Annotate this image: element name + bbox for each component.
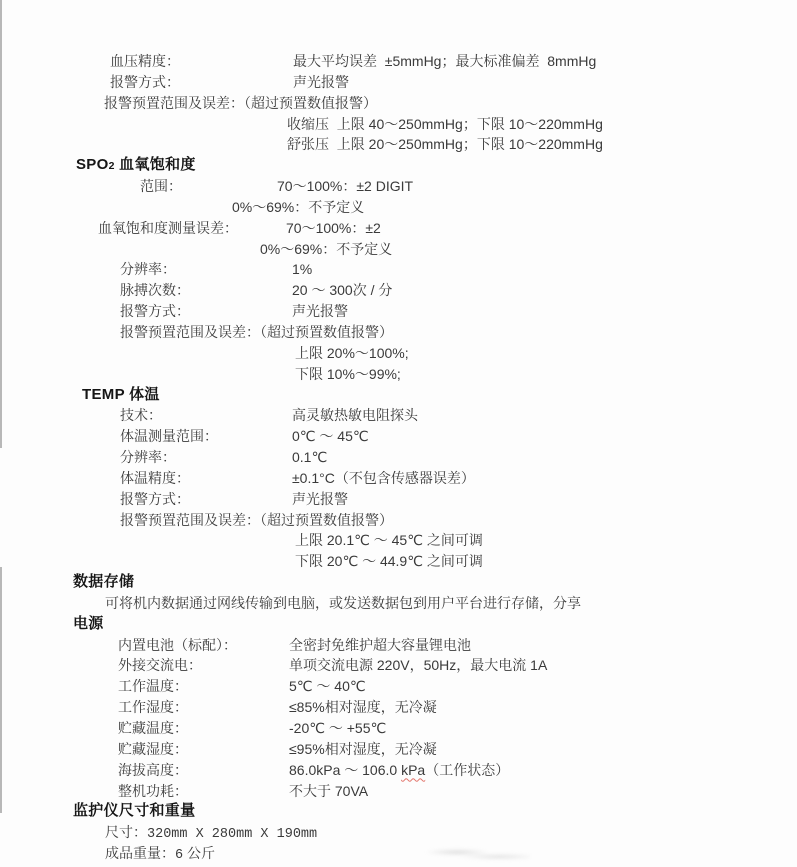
spec-text (295, 364, 401, 385)
text-part: ±0.1°C（不包含传感器误差） (292, 469, 475, 486)
text-part: ≤95%相对湿度，无冷凝 (289, 740, 437, 757)
text-part: 成品重量： (105, 845, 175, 862)
spec-value (286, 218, 381, 239)
spec-row (0, 218, 797, 239)
text-part: （工作状态） (425, 761, 510, 778)
spec-row (0, 447, 797, 468)
spec-label (120, 468, 190, 489)
spec-value (289, 635, 471, 656)
text-part: -20℃ ～ +55℃ (289, 720, 387, 736)
spec-label (118, 697, 188, 718)
spec-text (120, 322, 393, 343)
spec-value (292, 489, 348, 510)
text-part: 可将机内数据通过网线传输到电脑，或发送数据包到用户平台进行存储，分享 (105, 594, 581, 611)
spec-row (0, 280, 797, 301)
spec-value (293, 72, 349, 93)
text-part: 上限 20.1℃ ～ 45℃ 之间可调 (295, 532, 483, 549)
spec-row (0, 510, 797, 531)
text-part: 数据存储 (73, 573, 135, 591)
spec-row (0, 635, 797, 656)
spec-label (118, 760, 188, 781)
spec-text (287, 114, 603, 135)
text-part: 报警方式： (120, 490, 190, 507)
text-part: 血压精度： (110, 53, 180, 69)
text-part: 公斤 (183, 845, 215, 862)
spec-text (295, 551, 483, 572)
text-part: 技术： (120, 407, 162, 424)
text-part: 体温测量范围： (120, 428, 218, 445)
spec-row (0, 405, 797, 426)
text-part: 86.0kPa ～ 106.0 (289, 761, 402, 778)
spec-text (287, 134, 603, 155)
section-header (0, 614, 797, 635)
text-part: 报警预置范围及误差：（超过预置数值报警） (120, 323, 393, 340)
text-part: 外接交流电： (118, 657, 202, 674)
text-part: 血氧饱和度 (114, 156, 196, 174)
spec-label (120, 426, 218, 447)
text-part: 70～100%：±2 (286, 219, 381, 236)
text-part: 高灵敏热敏电阻探头 (292, 407, 418, 424)
spec-text (120, 510, 393, 531)
text-part: 范围： (140, 178, 182, 195)
spec-text (260, 239, 392, 260)
spec-row (0, 781, 797, 802)
text-part: 报警预置范围及误差：（超过预置数值报警） (120, 511, 393, 528)
text-part: 下限 20℃ ～ 44.9℃ 之间可调 (295, 553, 483, 570)
spec-text (295, 530, 483, 551)
section-title (76, 155, 196, 177)
spec-value (293, 51, 596, 72)
text-part: 70～100%：±2 DIGIT (277, 178, 414, 195)
text-part: 报警方式： (120, 303, 190, 320)
spec-row (0, 364, 797, 385)
spec-label (110, 51, 180, 72)
text-part: 不大于 70VA (289, 782, 369, 799)
text-part: 2 (108, 160, 115, 173)
spec-value (292, 447, 327, 468)
spec-row (0, 822, 797, 843)
spec-label (118, 635, 237, 656)
spec-row (0, 93, 797, 114)
spec-label (140, 176, 182, 197)
text-part: 下限 10%～99%; (295, 365, 401, 382)
text-part: 0.1℃ (292, 449, 328, 466)
spec-row (0, 72, 797, 93)
spec-label (118, 718, 188, 739)
section-title (82, 385, 160, 406)
spec-row (0, 468, 797, 489)
spellcheck-underlined-text: kPa (401, 761, 426, 778)
text-part: 尺寸： (105, 824, 147, 841)
text-part: 单项交流电源 220V，50Hz，最大电流 1A (289, 657, 548, 674)
spec-row (0, 239, 797, 260)
spec-value (289, 739, 437, 760)
spec-label (118, 655, 202, 676)
spec-row (0, 489, 797, 510)
spec-row (0, 343, 797, 364)
spec-row (0, 593, 797, 614)
spec-value (289, 781, 368, 802)
text-part: 工作湿度： (118, 699, 188, 716)
spec-value (289, 760, 509, 781)
spec-row (0, 718, 797, 739)
spec-row (0, 259, 797, 280)
text-part: 血氧饱和度测量误差： (98, 219, 238, 236)
text-part: 贮藏温度： (118, 720, 188, 736)
text-part: SPO (76, 156, 109, 174)
spec-label (120, 405, 162, 426)
spec-label (118, 676, 188, 697)
section-header (0, 572, 797, 593)
text-part: 上限 20%～100%; (295, 344, 409, 361)
text-part: 分辨率： (120, 261, 176, 278)
section-title (73, 614, 104, 635)
text-part: 0℃ ～ 45℃ (292, 428, 369, 445)
spec-value (277, 176, 413, 197)
spec-label (110, 72, 180, 93)
text-part: 监护仪尺寸和重量 (73, 802, 196, 820)
spec-label (118, 739, 188, 760)
spec-row (0, 197, 797, 218)
spec-value (292, 405, 418, 426)
scan-smudge-artifact (426, 845, 530, 863)
spec-row (0, 697, 797, 718)
spec-label (120, 447, 176, 468)
spec-value (292, 426, 369, 447)
spec-value (292, 259, 312, 280)
text-part: 0%～69%：不予定义 (232, 198, 365, 215)
text-part: 报警方式： (110, 73, 180, 90)
spec-label (120, 280, 190, 301)
spec-row (0, 51, 797, 72)
spec-value (292, 301, 348, 322)
text-part: 体温精度： (120, 469, 190, 486)
section-header (0, 385, 797, 406)
spec-value (292, 280, 392, 301)
text-part: 最大平均误差 ±5mmHg；最大标准偏差 8mmHg (293, 53, 597, 69)
spec-row (0, 322, 797, 343)
spec-value (292, 468, 475, 489)
text-part: 海拔高度： (118, 761, 188, 778)
text-part: 报警预置范围及误差：（超过预置数值报警） (104, 94, 377, 111)
spec-value (289, 718, 386, 739)
text-part: 全密封免维护超大容量锂电池 (289, 636, 471, 653)
spec-label (120, 301, 190, 322)
spec-value (289, 697, 437, 718)
section-header (0, 155, 797, 176)
spec-text (105, 593, 581, 614)
spec-value (289, 655, 547, 676)
spec-row (0, 655, 797, 676)
text-part: 内置电池（标配）： (118, 636, 237, 653)
text-part: TEMP 体温 (82, 385, 160, 403)
spec-text (232, 197, 364, 218)
spec-row (0, 134, 797, 155)
text-part: 工作温度： (118, 678, 188, 695)
section-title (73, 572, 134, 593)
text-part: 声光报警 (292, 490, 348, 507)
text-part: 声光报警 (292, 303, 348, 320)
text-part: 1% (292, 261, 313, 278)
spec-value (289, 676, 366, 697)
spec-row (0, 114, 797, 135)
text-part: ≤85%相对湿度，无冷凝 (289, 699, 437, 716)
section-header (0, 801, 797, 822)
spec-text (105, 843, 215, 867)
text-part: 舒张压 上限 20～250mmHg；下限 10～220mmHg (287, 136, 603, 153)
spec-row (0, 426, 797, 447)
spec-label (120, 489, 190, 510)
text-part: 320mm X 280mm X 190mm (147, 827, 318, 843)
spec-label (120, 259, 176, 280)
spec-row (0, 530, 797, 551)
section-title (73, 801, 195, 822)
spec-row (0, 843, 797, 864)
spec-lines (0, 51, 797, 864)
spec-row (0, 676, 797, 697)
text-part: 分辨率： (120, 449, 176, 466)
text-part: 0%～69%：不予定义 (260, 240, 393, 257)
text-part: 贮藏湿度： (118, 740, 188, 757)
spec-text (295, 343, 409, 364)
spec-label (118, 781, 188, 802)
spec-row (0, 760, 797, 781)
text-part: 脉搏次数： (120, 282, 190, 299)
spec-row (0, 551, 797, 572)
text-part: 声光报警 (293, 73, 349, 90)
spec-row (0, 301, 797, 322)
text-part: 20 ～ 300次 / 分 (292, 282, 393, 299)
text-part: 5℃ ～ 40℃ (289, 678, 366, 695)
text-part: 6 (175, 848, 184, 864)
spec-text (104, 93, 377, 114)
spec-label (98, 218, 238, 239)
text-part: 电源 (73, 614, 104, 632)
text-part: 收缩压 上限 40～250mmHg；下限 10～220mmHg (287, 115, 603, 132)
text-part: 整机功耗： (118, 782, 188, 799)
spec-row (0, 176, 797, 197)
spec-row (0, 739, 797, 760)
